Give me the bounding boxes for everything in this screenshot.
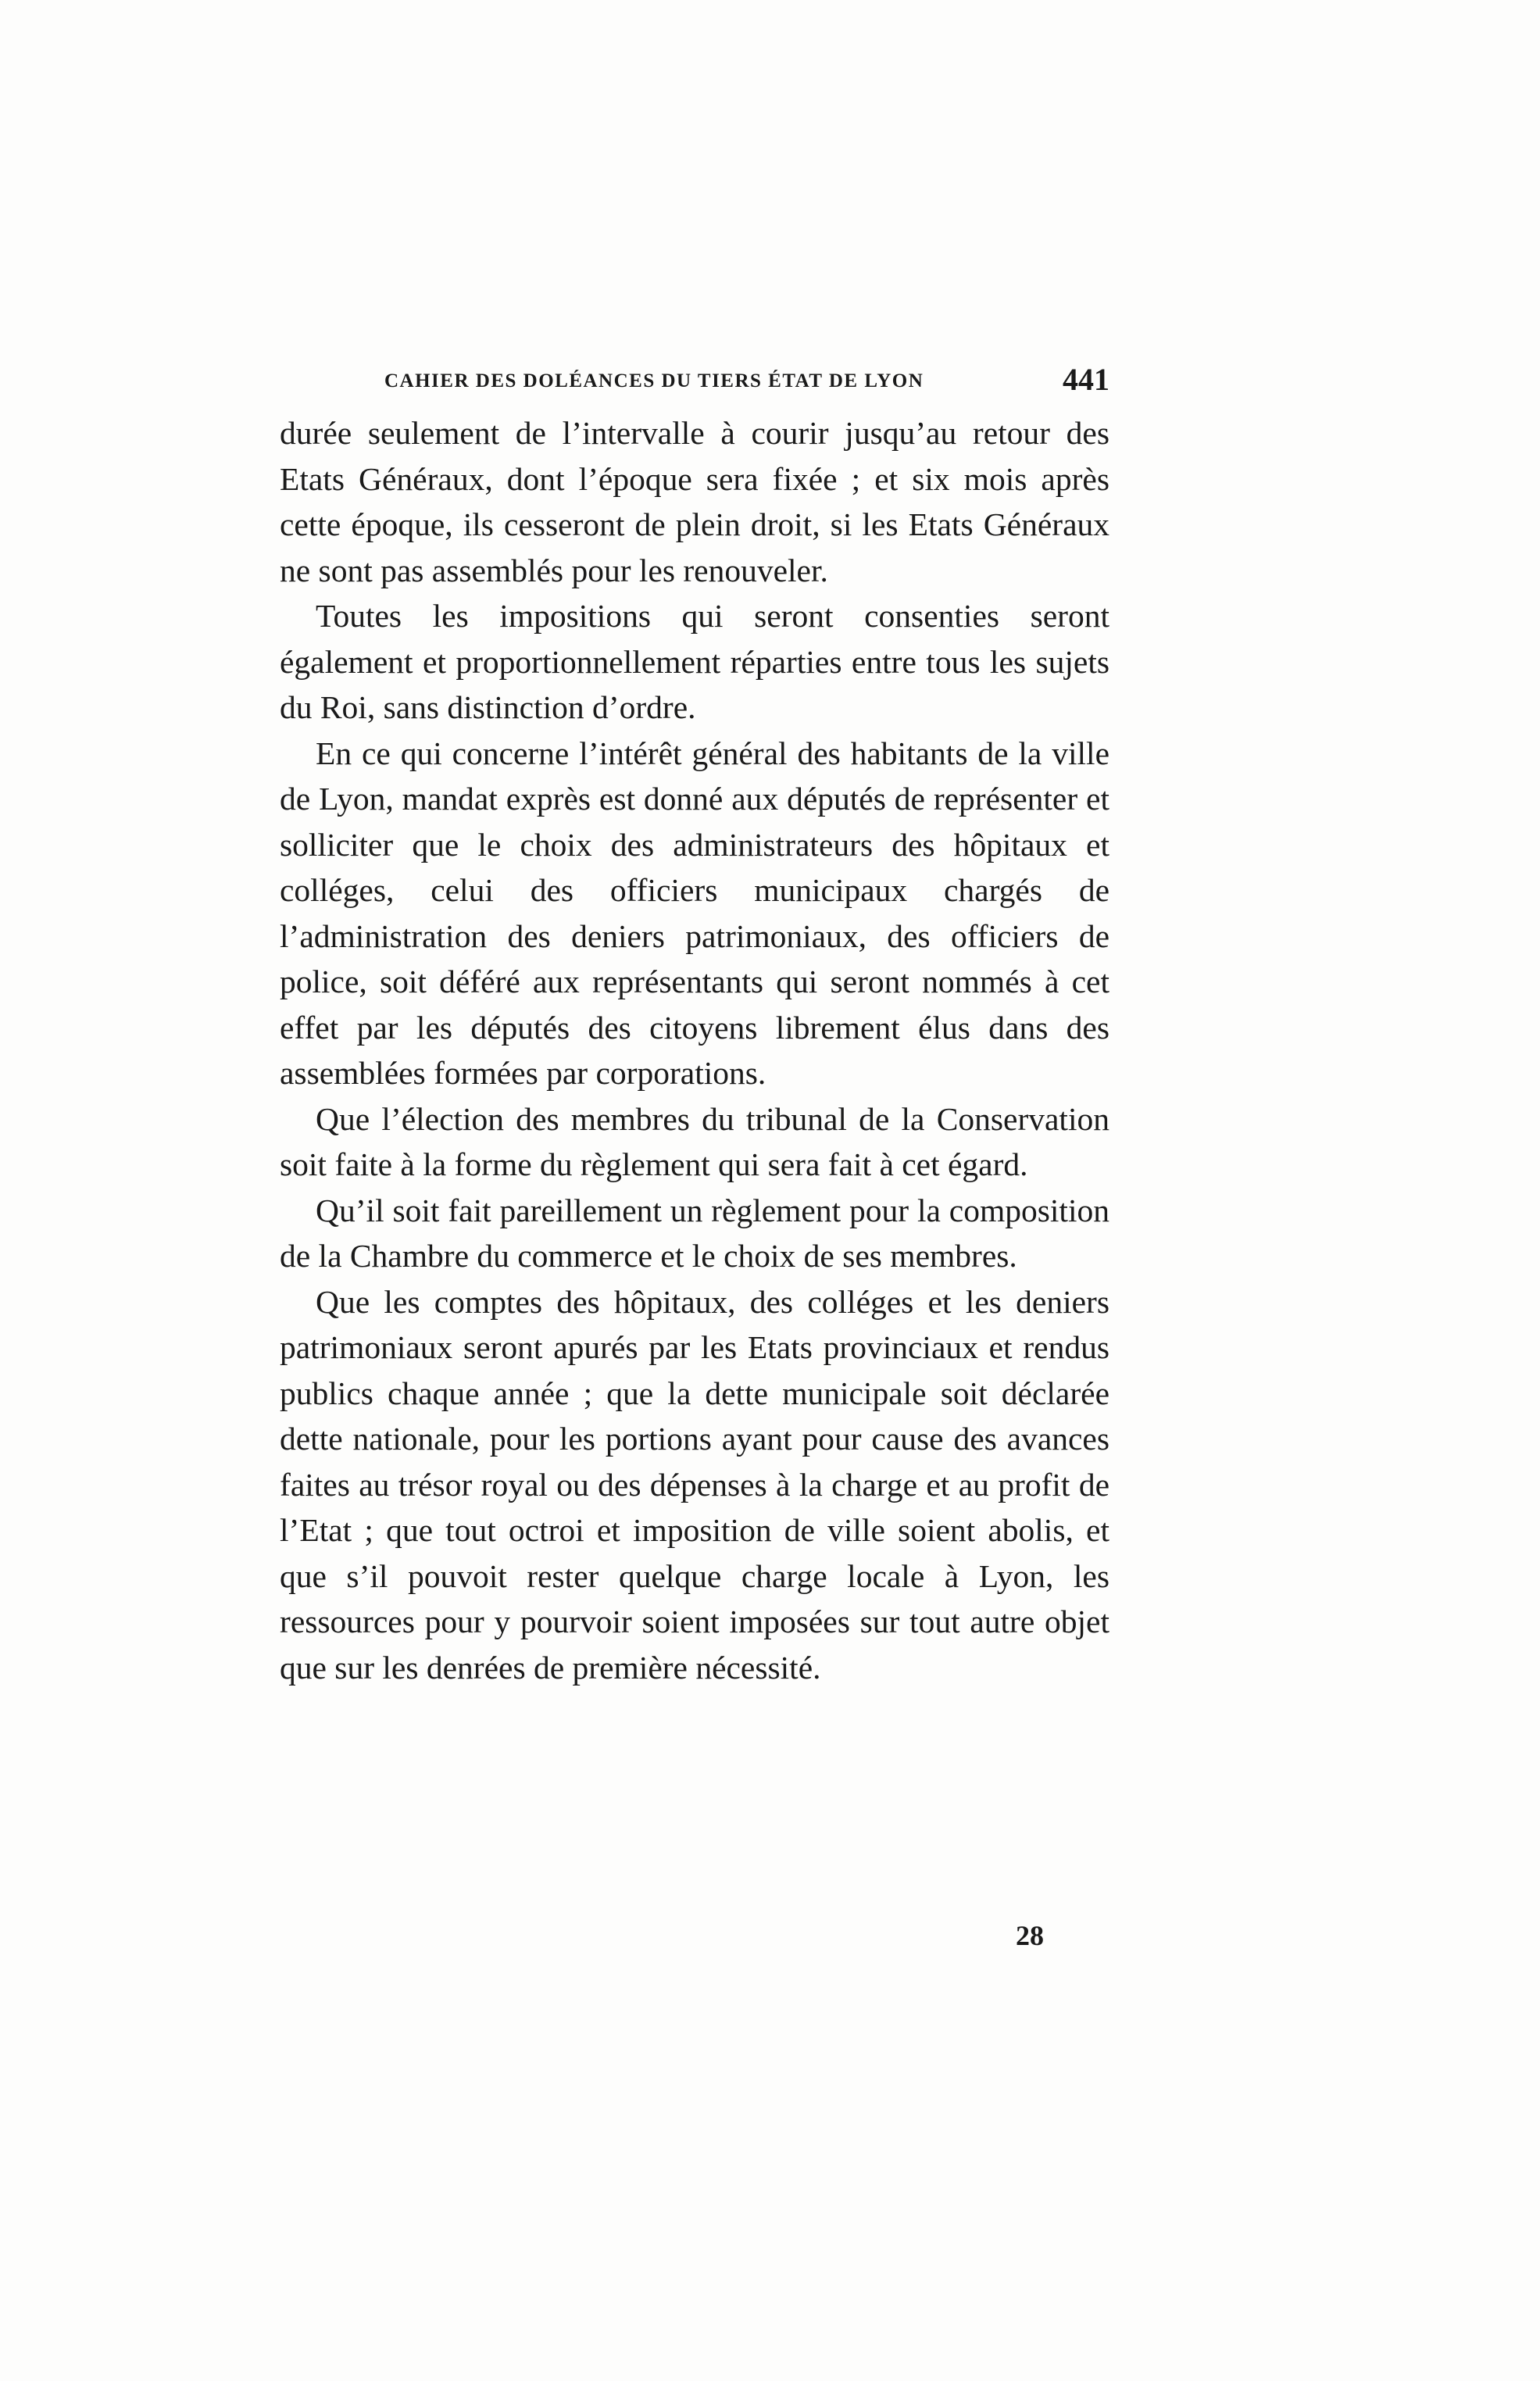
signature-mark: 28	[1016, 1920, 1044, 1951]
paragraph-continuation: durée seulement de l’intervalle à courir jusqu’au retour des Etats Généraux, dont l’époque sera fixée ; et six mois après cette époque, ils cesseront de plein droit, si les Etats Généraux ne sont pas assemblés pour les renouveler.	[280, 415, 1109, 588]
running-title: CAHIER DES DOLÉANCES DU TIERS ÉTAT DE LYON	[384, 370, 924, 391]
paragraph-comptes: Que les comptes des hôpitaux, des colléges et les deniers patrimoniaux seront apurés par les Etats provinciaux et rendus publics chaque année ; que la dette municipale soit déclarée dette nationale, pour les portions ayant pour cause des avances faites au trésor royal ou des dépenses à la charge et au profit de l’Etat ; que tout octroi et imposition de ville soient abolis, et que s’il pouvoit rester quelque charge locale à Lyon, les ressources pour y pourvoir soient imposées sur tout autre objet que sur les denrées de première nécessité.	[280, 1283, 1109, 1686]
paragraph-conservation: Que l’élection des membres du tribunal de la Conservation soit faite à la forme du règlement qui sera fait à cet égard.	[280, 1100, 1109, 1182]
paragraph-chambre-commerce: Qu’il soit fait pareillement un règlement pour la composition de la Chambre du commerce et le choix de ses membres.	[280, 1192, 1109, 1274]
paragraph-interet-general: En ce qui concerne l’intérêt général des habitants de la ville de Lyon, mandat exprès est donné aux députés de représenter et solliciter que le choix des administrateurs des hôpitaux et colléges, celui des officiers municipaux chargés de l’administration des deniers patrimoniaux, des officiers de police, soit déféré aux représentants qui seront nommés à cet effet par les députés des citoyens librement élus dans des assemblées formées par corporations.	[280, 735, 1109, 1091]
paragraph-impositions: Toutes les impositions qui seront consenties seront également et proportionnellement réparties entre tous les sujets du Roi, sans distinction d’ordre.	[280, 598, 1109, 725]
page-number: 441	[1063, 362, 1109, 397]
running-head	[280, 361, 1109, 408]
text-block	[280, 410, 1109, 1895]
